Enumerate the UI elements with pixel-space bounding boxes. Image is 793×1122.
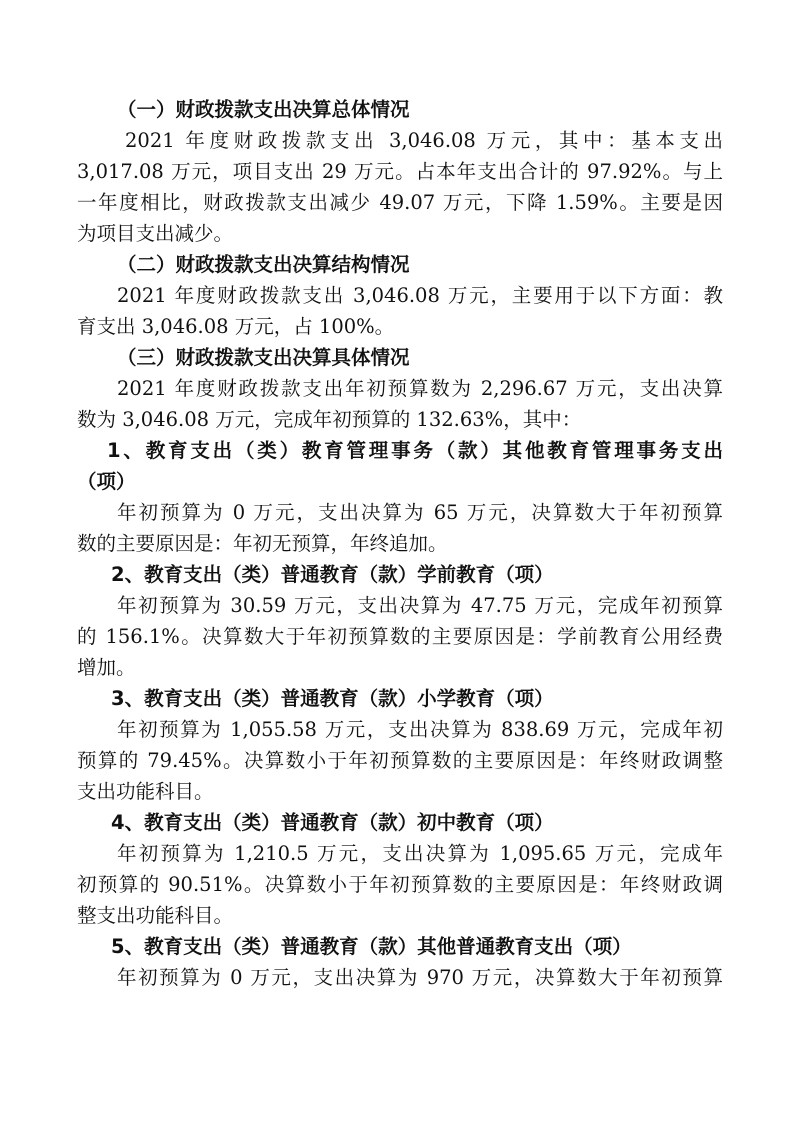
paragraph-line: 支出功能科目。	[77, 780, 214, 803]
paragraph-line: 初预算的 90.51%。决算数小于年初预算数的主要原因是：年终财政调	[77, 873, 723, 896]
paragraph-line: 增加。	[77, 656, 136, 679]
section-heading-1: （一）财政拨款支出决算总体情况	[117, 98, 410, 121]
paragraph-line: 预算的 79.45%。决算数小于年初预算数的主要原因是：年终财政调整	[77, 749, 723, 772]
paragraph-line: 年初预算为 1,055.58 万元，支出决算为 838.69 万元，完成年初	[117, 718, 723, 741]
item-heading-4: 4、教育支出（类）普通教育（款）初中教育（项）	[111, 811, 554, 834]
item-heading-3: 3、教育支出（类）普通教育（款）小学教育（项）	[111, 687, 554, 710]
paragraph-line: 2021 年度财政拨款支出 3,046.08 万元，其中：基本支出	[125, 129, 723, 152]
paragraph-line: 数的主要原因是：年初无预算，年终追加。	[77, 532, 448, 555]
paragraph-line: 年初预算为 0 万元，支出决算为 65 万元，决算数大于年初预算	[117, 501, 723, 524]
paragraph-line: 年初预算为 30.59 万元，支出决算为 47.75 万元，完成年初预算	[117, 594, 723, 617]
item-heading-2: 2、教育支出（类）普通教育（款）学前教育（项）	[111, 563, 554, 586]
paragraph-line: 年初预算为 1,210.5 万元，支出决算为 1,095.65 万元，完成年	[117, 842, 723, 865]
paragraph-line: 数为 3,046.08 万元，完成年初预算的 132.63%，其中：	[77, 408, 582, 431]
paragraph-line: 育支出 3,046.08 万元，占 100%。	[77, 315, 395, 338]
document-body	[77, 94, 723, 993]
section-heading-3: （三）财政拨款支出决算具体情况	[117, 346, 410, 369]
paragraph-line: 2021 年度财政拨款支出 3,046.08 万元，主要用于以下方面：教	[117, 284, 723, 307]
paragraph-line: 年初预算为 0 万元，支出决算为 970 万元，决算数大于年初预算	[117, 966, 723, 989]
paragraph-line: 一年度相比，财政拨款支出减少 49.07 万元，下降 1.59%。主要是因	[77, 191, 723, 214]
section-heading-2: （二）财政拨款支出决算结构情况	[117, 253, 410, 276]
item-heading-1: 1、教育支出（类）教育管理事务（款）其他教育管理事务支出	[107, 439, 723, 462]
item-heading-5: 5、教育支出（类）普通教育（款）其他普通教育支出（项）	[111, 935, 632, 958]
paragraph-line: 为项目支出减少。	[77, 222, 234, 245]
paragraph-line: 3,017.08 万元，项目支出 29 万元。占本年支出合计的 97.92%。与上	[77, 160, 723, 183]
paragraph-line: 整支出功能科目。	[77, 904, 234, 927]
paragraph-line: 的 156.1%。决算数大于年初预算数的主要原因是：学前教育公用经费	[77, 625, 723, 648]
item-heading-1-cont: （项）	[77, 470, 136, 493]
paragraph-line: 2021 年度财政拨款支出年初预算数为 2,296.67 万元，支出决算	[117, 377, 723, 400]
